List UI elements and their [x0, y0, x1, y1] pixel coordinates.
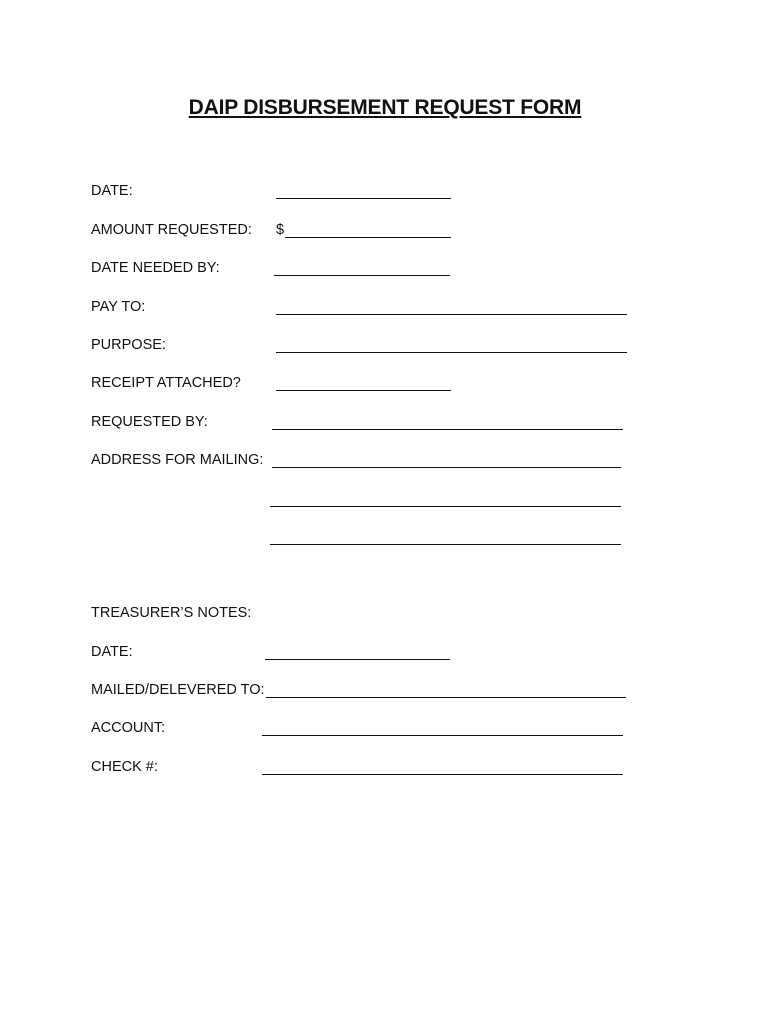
address-line-1[interactable] — [272, 467, 621, 468]
amount-requested-field[interactable] — [285, 237, 451, 238]
check-number-label: CHECK #: — [91, 759, 158, 775]
dollar-sign: $ — [276, 222, 285, 238]
treasurer-date-label: DATE: — [91, 644, 133, 660]
date-label: DATE: — [91, 183, 133, 199]
date-needed-by-field[interactable] — [274, 275, 450, 276]
treasurers-notes-heading: TREASURER’S NOTES: — [91, 605, 252, 621]
receipt-attached-label: RECEIPT ATTACHED? — [91, 375, 241, 391]
check-number-field[interactable] — [262, 774, 623, 775]
requested-by-label: REQUESTED BY: — [91, 414, 208, 430]
purpose-label: PURPOSE: — [91, 337, 166, 353]
account-field[interactable] — [262, 735, 623, 736]
pay-to-label: PAY TO: — [91, 299, 146, 315]
receipt-attached-field[interactable] — [276, 390, 451, 391]
account-label: ACCOUNT: — [91, 720, 166, 736]
form-title: DAIP DISBURSEMENT REQUEST FORM — [188, 96, 582, 119]
address-line-2[interactable] — [270, 506, 621, 507]
mailed-delivered-to-label: MAILED/DELEVERED TO: — [91, 682, 265, 698]
address-for-mailing-label: ADDRESS FOR MAILING: — [91, 452, 264, 468]
purpose-field[interactable] — [276, 352, 627, 353]
mailed-delivered-to-field[interactable] — [266, 697, 626, 698]
requested-by-field[interactable] — [272, 429, 623, 430]
date-field[interactable] — [276, 198, 451, 199]
treasurer-date-field[interactable] — [265, 659, 450, 660]
date-needed-by-label: DATE NEEDED BY: — [91, 260, 220, 276]
address-line-3[interactable] — [270, 544, 621, 545]
amount-requested-label: AMOUNT REQUESTED: — [91, 222, 252, 238]
pay-to-field[interactable] — [276, 314, 627, 315]
